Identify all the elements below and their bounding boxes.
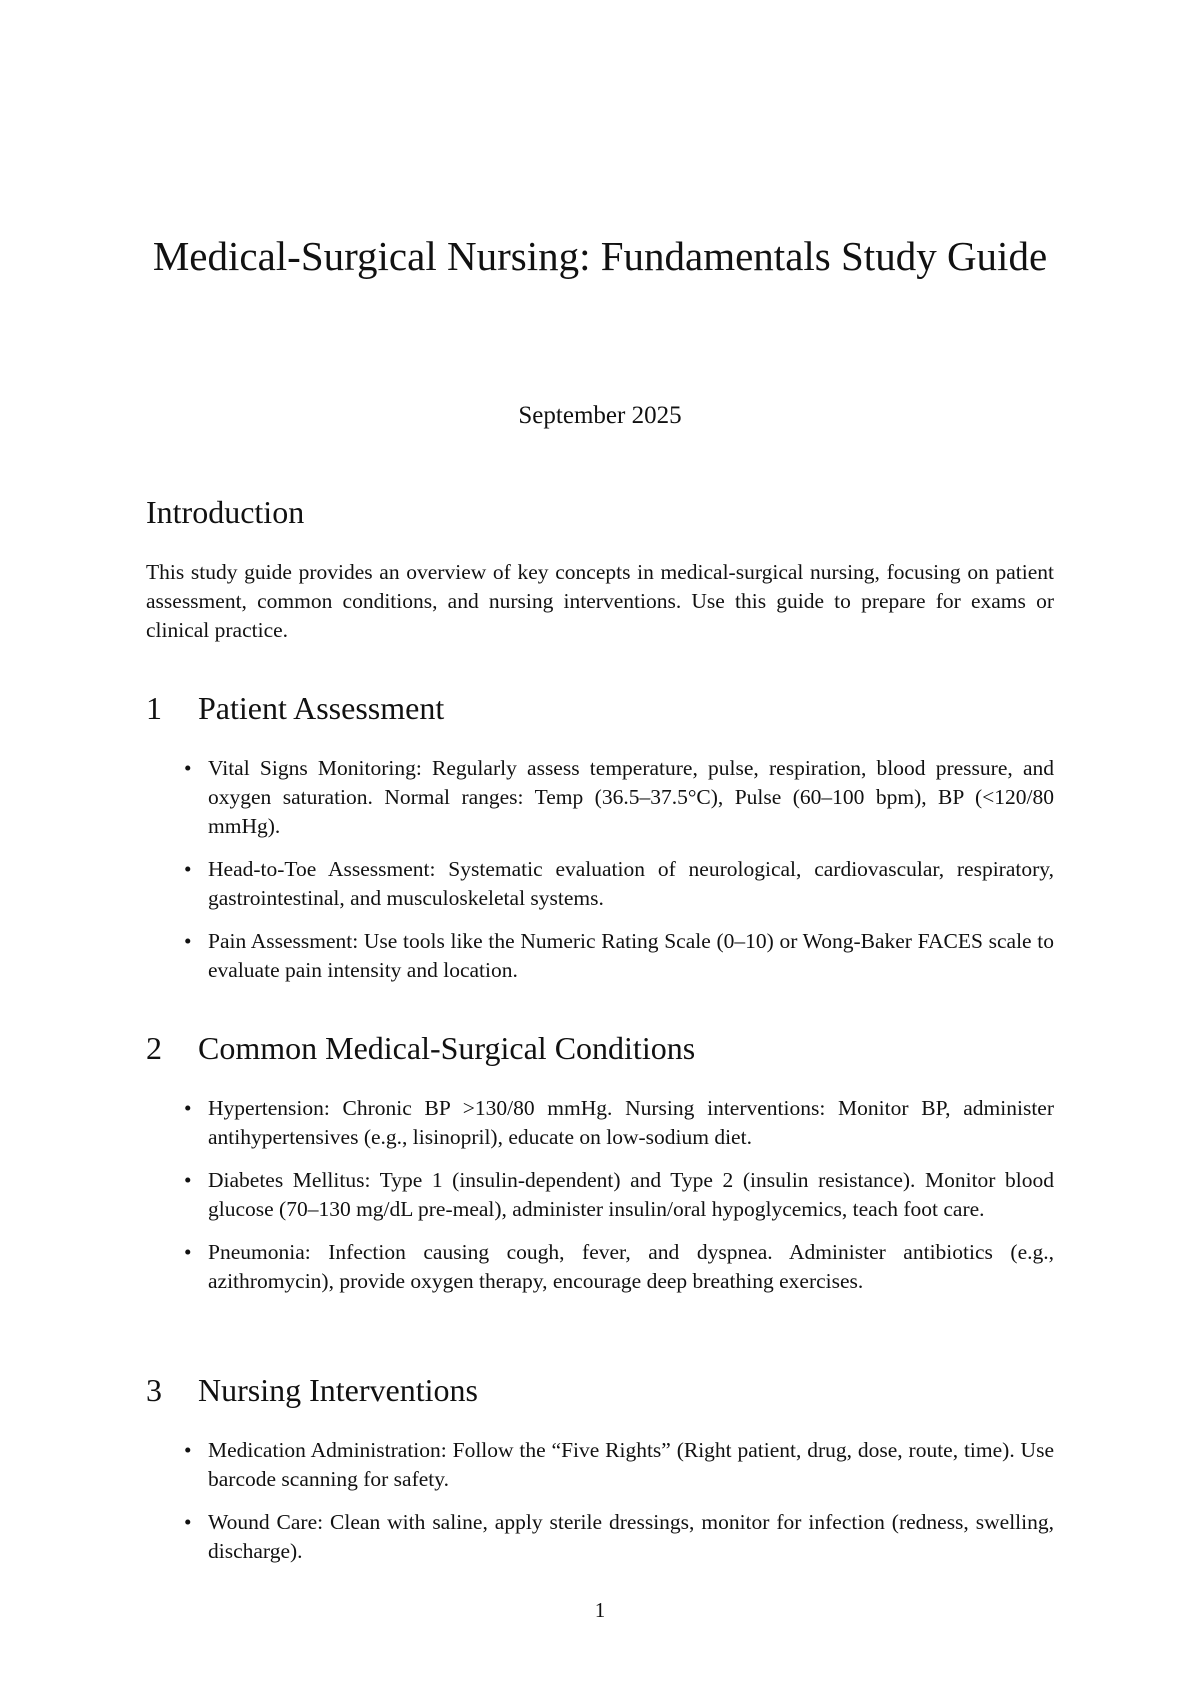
bullet-icon: • bbox=[184, 1438, 192, 1462]
list-item-text: Hypertension: Chronic BP >130/80 mmHg. Nursing interventions: Monitor BP, administer antihypertensives (e.g., lisinopril), educate on low-sodium diet. bbox=[208, 1096, 1054, 1149]
document-date: September 2025 bbox=[518, 402, 682, 429]
list-item-text: Vital Signs Monitoring: Regularly assess temperature, pulse, respiration, blood pressure, and oxygen saturation. Normal ranges: Temp (36.5–37.5°C), Pulse (60–100 bpm), BP (<120/80 mmHg). bbox=[208, 756, 1054, 838]
section-1-list bbox=[146, 754, 1054, 999]
section-heading-1 bbox=[146, 688, 444, 728]
bullet-icon: • bbox=[184, 756, 192, 780]
bullet-icon: • bbox=[184, 1240, 192, 1264]
section-title: Common Medical-Surgical Conditions bbox=[198, 1030, 696, 1066]
bullet-icon: • bbox=[184, 857, 192, 881]
introduction-paragraph: This study guide provides an overview of key concepts in medical-surgical nursing, focusing on patient assessment, common conditions, and nursing interventions. Use this guide to prepare for exams or clinical practice. bbox=[146, 560, 1054, 642]
document-title: Medical-Surgical Nursing: Fundamentals Study Guide bbox=[152, 233, 1048, 279]
list-item bbox=[146, 1508, 1054, 1566]
list-item bbox=[146, 1094, 1054, 1152]
list-item-text: Diabetes Mellitus: Type 1 (insulin-dependent) and Type 2 (insulin resistance). Monitor blood glucose (70–130 mg/dL pre-meal), administer insulin/oral hypoglycemics, teach foot care. bbox=[208, 1168, 1054, 1221]
list-item bbox=[146, 1238, 1054, 1296]
list-item-text: Pneumonia: Infection causing cough, fever, and dyspnea. Administer antibiotics (e.g., azithromycin), provide oxygen therapy, encourage deep breathing exercises. bbox=[208, 1240, 1054, 1293]
section-number: 3 bbox=[146, 1372, 162, 1408]
section-heading-3 bbox=[146, 1370, 478, 1410]
section-title: Patient Assessment bbox=[198, 690, 445, 726]
bullet-icon: • bbox=[184, 929, 192, 953]
page-number: 1 bbox=[594, 1598, 606, 1622]
bullet-icon: • bbox=[184, 1510, 192, 1534]
section-3-list bbox=[146, 1436, 1054, 1580]
section-heading-2 bbox=[146, 1028, 695, 1068]
list-item bbox=[146, 855, 1054, 913]
introduction-heading: Introduction bbox=[146, 494, 305, 530]
list-item bbox=[146, 1436, 1054, 1494]
list-item-text: Head-to-Toe Assessment: Systematic evaluation of neurological, cardiovascular, respiratory, gastrointestinal, and musculoskeletal systems. bbox=[208, 857, 1054, 910]
list-item bbox=[146, 927, 1054, 985]
bullet-icon: • bbox=[184, 1168, 192, 1192]
list-item bbox=[146, 1166, 1054, 1224]
section-title: Nursing Interventions bbox=[198, 1372, 478, 1408]
list-item bbox=[146, 754, 1054, 841]
list-item-text: Medication Administration: Follow the “Five Rights” (Right patient, drug, dose, route, time). Use barcode scanning for safety. bbox=[208, 1438, 1054, 1491]
section-number: 2 bbox=[146, 1030, 162, 1066]
bullet-icon: • bbox=[184, 1096, 192, 1120]
section-2-list bbox=[146, 1094, 1054, 1310]
list-item-text: Wound Care: Clean with saline, apply sterile dressings, monitor for infection (redness, swelling, discharge). bbox=[208, 1510, 1054, 1563]
section-number: 1 bbox=[146, 690, 162, 726]
list-item-text: Pain Assessment: Use tools like the Numeric Rating Scale (0–10) or Wong-Baker FACES scale to evaluate pain intensity and location. bbox=[208, 929, 1054, 982]
